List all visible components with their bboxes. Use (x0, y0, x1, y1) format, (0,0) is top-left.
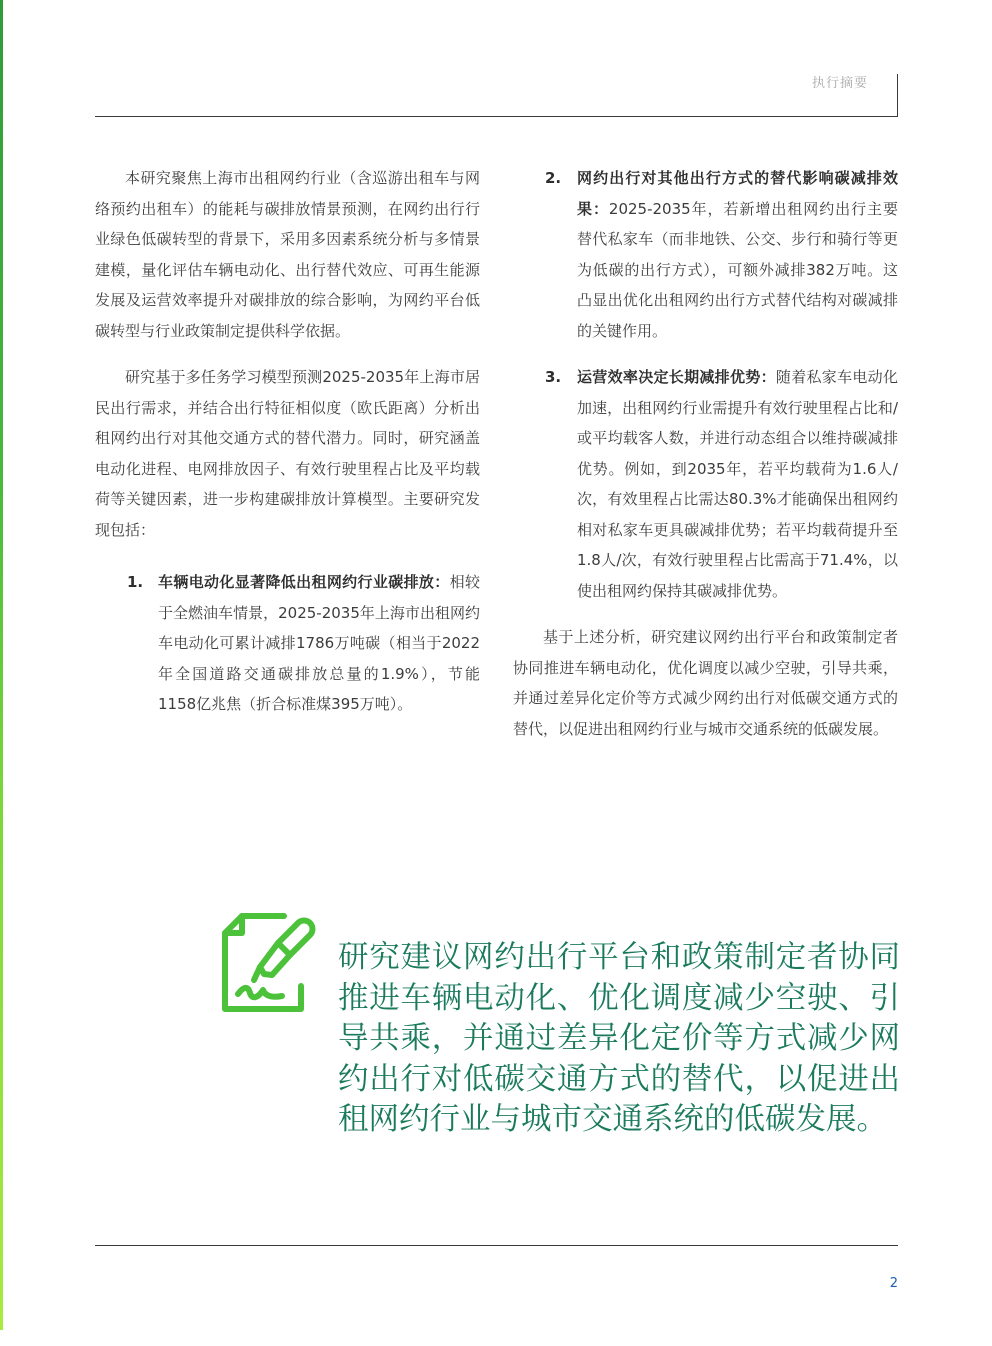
finding-number: 3. (545, 368, 562, 386)
page-number: 2 (889, 1276, 898, 1291)
finding-number: 1. (127, 573, 144, 591)
finding-item (513, 362, 898, 606)
intro-paragraph: 本研究聚焦上海市出租网约行业（含巡游出租车与网络预约出租车）的能耗与碳排放情景预测，在网约出行行业绿色低碳转型的背景下，采用多因素系统分析与多情景建模，量化评估车辆电动化、出行替代效应、可再生能源发展及运营效率提升对碳排放的综合影响，为网约平台低碳转型与行业政策制定提供科学依据。 (95, 169, 480, 340)
header-divider-vertical (897, 74, 898, 116)
conclusion-paragraph: 基于上述分析，研究建议网约出行平台和政策制定者协同推进车辆电动化，优化调度以减少空驶，引导共乘，并通过差异化定价等方式减少网约出行对低碳交通方式的替代，以促进出租网约行业与城市交通系统的低碳发展。 (513, 628, 898, 738)
callout-text: 研究建议网约出行平台和政策制定者协同推进车辆电动化、优化调度减少空驶、引导共乘，并通过差异化定价等方式减少网约出行对低碳交通方式的替代，以促进出租网约行业与城市交通系统的低碳发展。 (338, 940, 900, 1137)
finding-body: 2025-2035年，若新增出租网约出行主要替代私家车（而非地铁、公交、步行和骑行等更为低碳的出行方式），可额外减排382万吨。这凸显出优化出租网约出行方式替代结构对碳减排的关键作用。 (577, 199, 898, 340)
section-label: 执行摘要 (811, 76, 868, 91)
finding-title: 运营效率决定长期减排优势： (577, 368, 776, 386)
header-rule (95, 116, 898, 117)
finding-item (95, 567, 480, 720)
footer-rule (95, 1245, 898, 1246)
right-column (513, 163, 898, 744)
conclusion-block (513, 622, 898, 744)
document-pen-icon (220, 912, 318, 1014)
finding-title: 网约出行对其他出行方式的替代影响碳减排效果： (577, 169, 898, 218)
finding-number: 2. (545, 169, 562, 187)
finding-item (513, 163, 898, 346)
left-column (95, 163, 480, 720)
finding-title: 车辆电动化显著降低出租网约行业碳排放： (158, 573, 450, 591)
finding-body: 随着私家车电动化加速，出租网约行业需提升有效行驶里程占比和/或平均载客人数，并进行动态组合以维持碳减排优势。例如，到2035年，若平均载荷为1.6人/次，有效里程占比需达80.3%才能确保出租网约相对私家车更具碳减排优势；若平均载荷提升至1.8人/次，有效行驶里程占比需高于71.4%，以使出租网约保持其碳减排优势。 (577, 368, 898, 600)
edge-accent-bar (0, 0, 3, 1330)
finding-body: 相较于全燃油车情景，2025-2035年上海市出租网约车电动化可累计减排1786万吨碳（相当于2022年全国道路交通碳排放总量的1.9%），节能1158亿兆焦（折合标准煤395万吨）。 (158, 573, 480, 713)
method-paragraph: 研究基于多任务学习模型预测2025-2035年上海市居民出行需求，并结合出行特征相似度（欧氏距离）分析出租网约出行对其他交通方式的替代潜力。同时，研究涵盖电动化进程、电网排放因子、有效行驶里程占比及平均载荷等关键因素，进一步构建碳排放计算模型。主要研究发现包括： (95, 368, 480, 539)
